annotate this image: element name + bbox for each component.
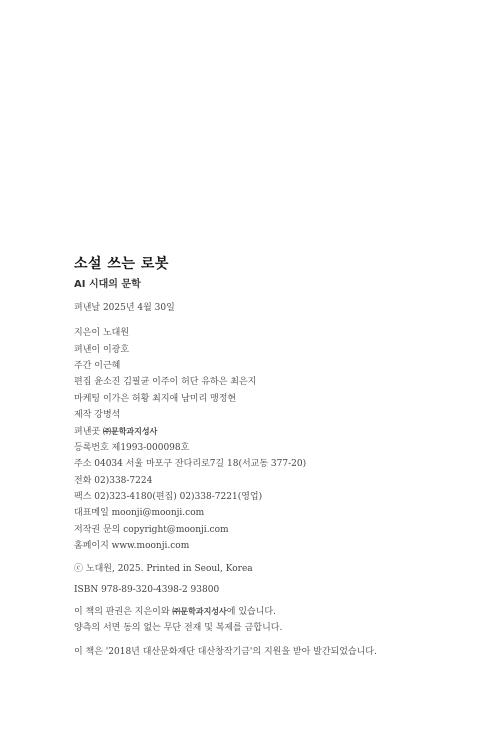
copyright-text: 노대원, 2025. Printed in Seoul, Korea: [85, 564, 253, 574]
fax: 팩스 02)323-4180(편집) 02)338-7221(영업): [74, 492, 263, 502]
funding-note: 이 책은 '2018년 대산문화재단 대산창작기금'의 지원을 받아 발간되었습니다.: [74, 647, 377, 657]
credit-chief-editor: 주간 이근혜: [74, 361, 121, 371]
publisher-line: [74, 426, 157, 438]
copyright-inquiry: 저작권 문의 copyright@moonji.com: [74, 525, 229, 535]
credit-marketing: 마케팅 이가은 허황 최지애 남미리 맹정현: [74, 394, 237, 404]
rights-notice: [74, 606, 276, 618]
isbn: ISBN 978-89-320-4398-2 93800: [74, 585, 220, 595]
address: 주소 04034 서울 마포구 잔다리로7길 18(서교동 377-20): [74, 459, 307, 469]
book-title: 소설 쓰는 로봇: [74, 256, 169, 272]
copyright-symbol: ⓒ: [74, 564, 84, 574]
homepage: 홈페이지 www.moonji.com: [74, 541, 190, 551]
credit-editors: 편집 윤소진 김필균 이주이 허단 유하은 최은지: [74, 377, 257, 387]
registration-number: 등록번호 제1993-000098호: [74, 443, 190, 453]
credit-production: 제작 강병석: [74, 410, 121, 420]
email: 대표메일 moonji@moonji.com: [74, 508, 205, 518]
publisher-label: 펴낸곳: [74, 427, 101, 437]
rights-text-2: 에 있습니다.: [226, 607, 276, 617]
reproduction-notice: 양측의 서면 동의 없는 무단 전재 및 복제를 금합니다.: [74, 623, 283, 633]
book-subtitle: AI 시대의 문학: [74, 279, 141, 290]
publication-date: 펴낸날 2025년 4월 30일: [74, 303, 175, 313]
rights-text-1: 이 책의 판권은 지은이와: [74, 607, 173, 617]
phone: 전화 02)338-7224: [74, 476, 153, 486]
publisher-name: ㈜문학과지성사: [102, 427, 158, 436]
credit-publisher-person: 펴낸이 이광호: [74, 345, 130, 355]
credit-author: 지은이 노대원: [74, 328, 130, 338]
rights-publisher: ㈜문학과지성사: [172, 607, 227, 616]
copyright-line: [74, 563, 253, 575]
